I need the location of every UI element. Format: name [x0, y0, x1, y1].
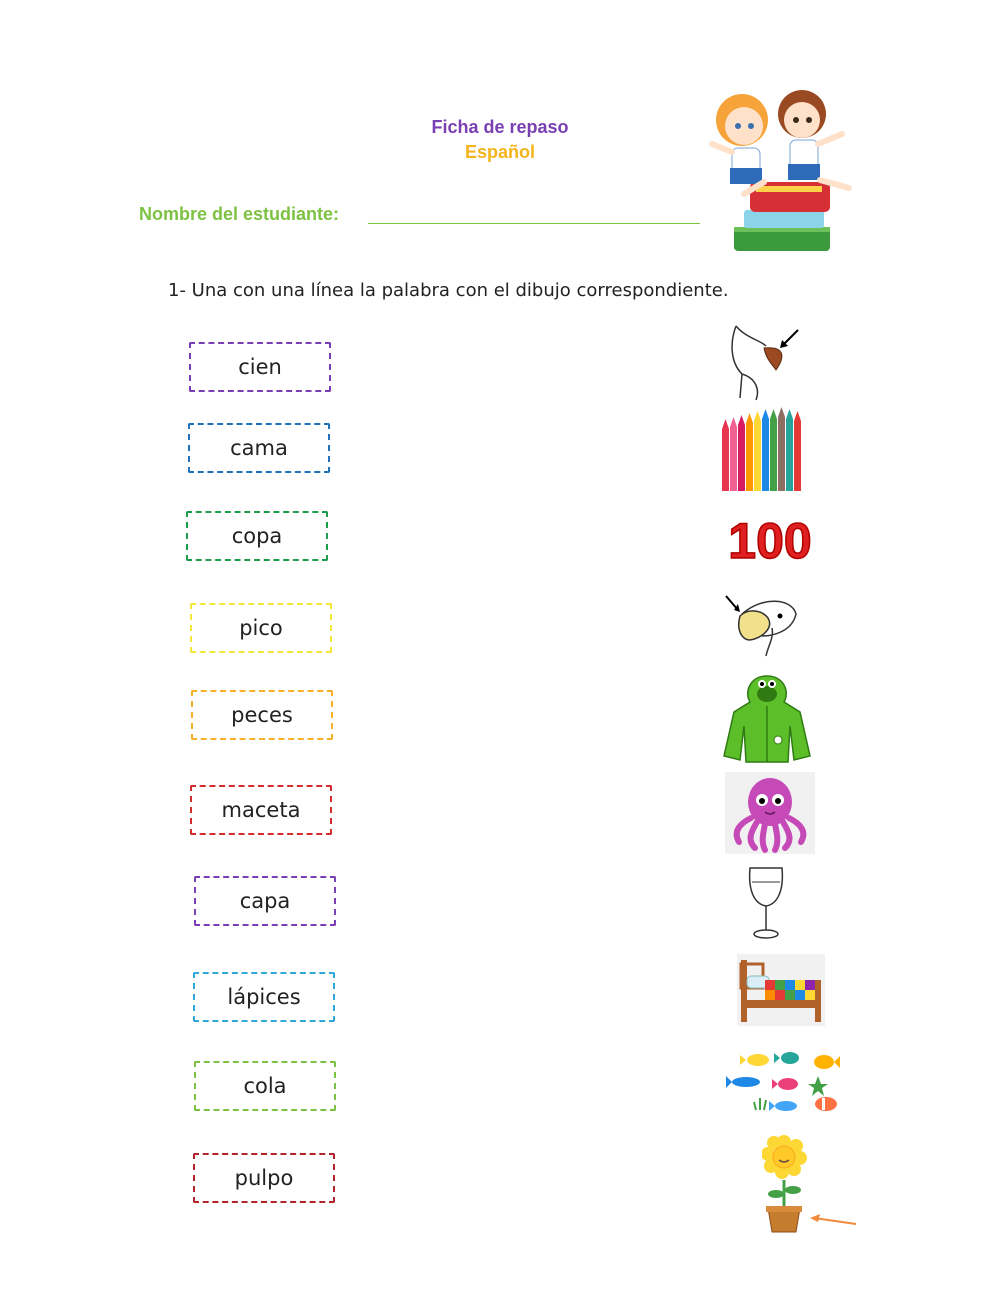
kids-reading-books-icon [704, 82, 864, 257]
wine-glass-icon[interactable] [746, 864, 786, 942]
title: Ficha de repaso [431, 117, 569, 137]
word-box-maceta[interactable]: maceta [190, 785, 332, 835]
student-name-label: Nombre del estudiante: [139, 204, 340, 224]
colored-pencils-icon[interactable] [720, 405, 804, 491]
instruction-text: 1- Una con una línea la palabra con el dibujo correspondiente. [168, 280, 729, 301]
word-box-lapices[interactable]: lápices [193, 972, 335, 1022]
bed-icon[interactable] [737, 954, 825, 1026]
student-name-line[interactable] [368, 223, 700, 224]
subject-title: Español [464, 142, 535, 162]
word-box-cama[interactable]: cama [188, 423, 330, 473]
tail-icon[interactable] [726, 322, 806, 404]
flowerpot-icon[interactable] [762, 1134, 862, 1238]
number-100-icon[interactable] [720, 510, 820, 570]
beak-icon[interactable] [722, 592, 802, 662]
word-box-copa[interactable]: copa [186, 511, 328, 561]
word-box-cola[interactable]: cola [194, 1061, 336, 1111]
word-box-capa[interactable]: capa [194, 876, 336, 926]
number-100-text: 100 [728, 513, 812, 569]
word-box-pico[interactable]: pico [190, 603, 332, 653]
fish-group-icon[interactable] [726, 1046, 844, 1118]
word-box-peces[interactable]: peces [191, 690, 333, 740]
word-box-pulpo[interactable]: pulpo [193, 1153, 335, 1203]
octopus-icon[interactable] [725, 772, 815, 854]
green-raincoat-icon[interactable] [722, 672, 812, 764]
word-box-cien[interactable]: cien [189, 342, 331, 392]
